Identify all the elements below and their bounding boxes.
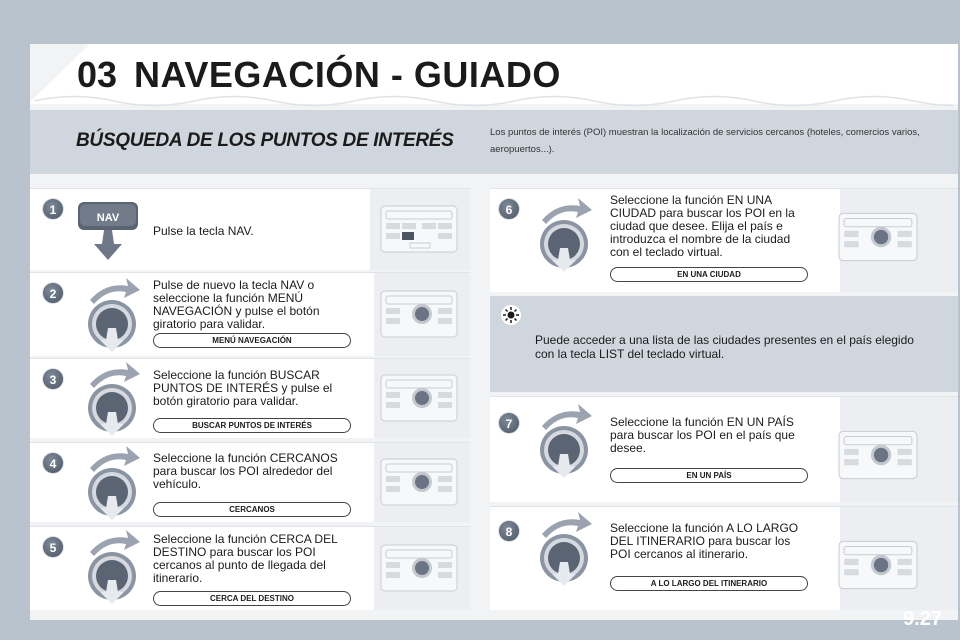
lightbulb-icon xyxy=(500,304,522,326)
step-5-text: Seleccione la función CERCA DEL DESTINO para buscar los POI cercanos al punto de llegada del itinerario. xyxy=(153,532,338,585)
rotary-knob-icon xyxy=(528,196,598,274)
rotary-knob-icon xyxy=(528,402,598,480)
chapter-number: 03 xyxy=(77,54,118,95)
radio-unit-knob-icon xyxy=(838,540,918,590)
step-2-badge: 2 xyxy=(42,282,64,304)
step-6-badge: 6 xyxy=(498,198,520,220)
step-6-function-label: EN UNA CIUDAD xyxy=(610,267,808,282)
section-title: BÚSQUEDA DE LOS PUNTOS DE INTERÉS xyxy=(76,130,454,151)
radio-unit-knob-icon xyxy=(380,544,458,592)
chapter-title: NAVEGACIÓN - GUIADO xyxy=(134,54,561,95)
step-3-function-label: BUSCAR PUNTOS DE INTERÉS xyxy=(153,418,351,433)
step-8-badge: 8 xyxy=(498,520,520,542)
rotary-knob-icon xyxy=(528,510,598,588)
step-4-text: Seleccione la función CERCANOS para buscar los POI alrededor del vehículo. xyxy=(153,451,338,491)
radio-unit-knob-icon xyxy=(380,458,458,506)
radio-unit-knob-icon xyxy=(838,430,918,480)
intro-text: Los puntos de interés (POI) muestran la localización de servicios cercanos (hoteles, comercios varios, aeropuertos...). xyxy=(490,127,920,155)
step-2-function-label: MENÚ NAVEGACIÓN xyxy=(153,333,351,348)
nav-key-icon xyxy=(76,200,140,262)
radio-unit-knob-icon xyxy=(380,290,458,338)
tip-text: Puede acceder a una lista de las ciudades presentes en el país elegido con la tecla LIST del teclado virtual. xyxy=(535,333,914,361)
step-5-badge: 5 xyxy=(42,536,64,558)
page-number: 9.27 xyxy=(903,608,942,630)
radio-unit-knob-icon xyxy=(380,374,458,422)
step-1-text: Pulse la tecla NAV. xyxy=(153,224,254,238)
step-3-badge: 3 xyxy=(42,368,64,390)
step-4-function-label: CERCANOS xyxy=(153,502,351,517)
step-1-badge: 1 xyxy=(42,198,64,220)
radio-unit-icon xyxy=(380,205,458,253)
radio-unit-knob-icon xyxy=(838,212,918,262)
svg-text:NAV: NAV xyxy=(96,212,120,224)
step-5-function-label: CERCA DEL DESTINO xyxy=(153,591,351,606)
step-6-text: Seleccione la función EN UNA CIUDAD para buscar los POI en la ciudad que desee. Elija el país e introduzca el nombre de la ciudad con el teclado virtual. xyxy=(610,193,795,259)
step-8-text: Seleccione la función A LO LARGO DEL ITINERARIO para buscar los POI cercanos al itinerario. xyxy=(610,521,799,561)
step-2-text: Pulse de nuevo la tecla NAV o seleccione la función MENÚ NAVEGACIÓN y pulse el botón giratorio para validar. xyxy=(153,278,320,331)
step-4-badge: 4 xyxy=(42,452,64,474)
step-7-text: Seleccione la función EN UN PAÍS para buscar los POI en el país que desee. xyxy=(610,415,795,455)
step-8-function-label: A LO LARGO DEL ITINERARIO xyxy=(610,576,808,591)
rotary-knob-icon xyxy=(76,444,146,522)
step-3-text: Seleccione la función BUSCAR PUNTOS DE INTERÉS y pulse el botón giratorio para validar. xyxy=(153,368,333,408)
rotary-knob-icon xyxy=(76,528,146,606)
rotary-knob-icon xyxy=(76,276,146,354)
decorative-wave xyxy=(34,92,954,110)
rotary-knob-icon xyxy=(76,360,146,438)
step-7-badge: 7 xyxy=(498,412,520,434)
step-7-function-label: EN UN PAÍS xyxy=(610,468,808,483)
